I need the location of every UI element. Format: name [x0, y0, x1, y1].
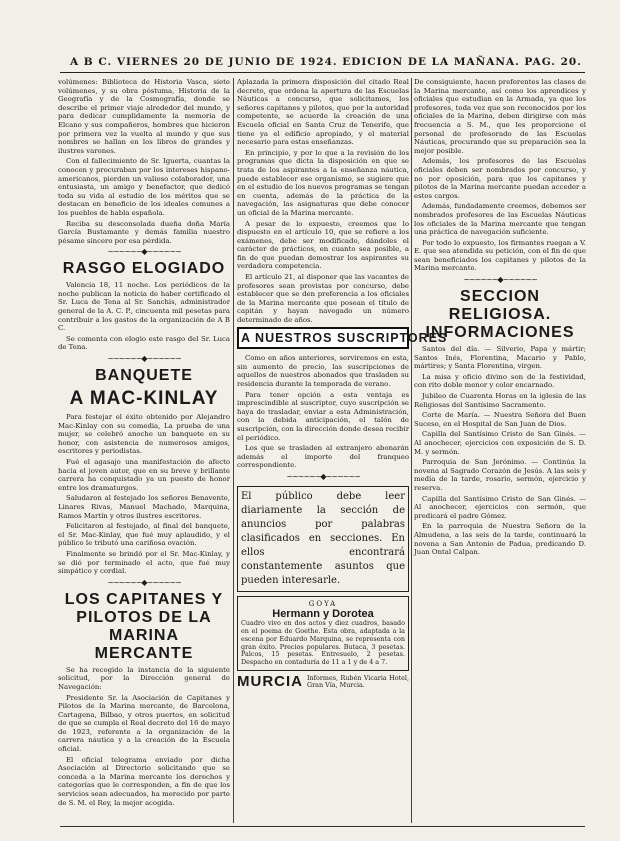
body-paragraph: Se ha recogido la instancia de la siguiente solicitud, por la Dirección general de Navegación: — [58, 665, 230, 691]
body-paragraph: Los que se trasladen al extranjero abonarán además el importe del franqueo correspondiente. — [237, 444, 409, 470]
header-rule — [60, 72, 585, 73]
goya-text: Cuadro vivo en dos actos y diez cuadros, basado en el poema de Goethe. Esta obra, adaptada a la escena por Eduardo Marquina, se representa con gran éxito. Precios populares. Butaca, 3 pesetas. Palcos, 15 pesetas. Entresuelo, 2 pesetas. Despacho en contaduría de 11 a 1 y de 4 a 7. — [241, 619, 405, 667]
page-header: A B C. VIERNES 20 DE JUNIO DE 1924. EDICION DE LA MAÑANA. PAG. 20. — [70, 56, 582, 68]
subscribers-banner: A NUESTROS SUSCRIPTORES — [237, 327, 409, 350]
column-1 — [58, 78, 230, 828]
murcia-word: MURCIA — [237, 673, 303, 691]
body-paragraph: Fué el agasajo una manifestación de afecto hacia el joven autor, que en su breve y brillante carrera ha conquistado ya un puesto de honor entre los dramaturgos. — [58, 458, 230, 492]
ornament-divider: ~~~~~~◆~~~~~~ — [286, 471, 360, 481]
murcia-ad — [237, 675, 409, 690]
body-paragraph: Con el fallecimiento de Sr. Iguerta, cuantas la conocen y procuraban por los intereses hispano-americanos, pierden un valioso colaborador, una entusiasta, un amigo y benefactor, que dedicó toda su vida al estudio de los méritos que se destacan en beneficio de los ideales comunes a los pueblos de habla española. — [58, 157, 230, 217]
body-paragraph: Felicitaron al festejado, al final del banquete, el Sr. Mac-Kinlay, que fué muy aplaudido, y el público le tributó una cariñosa ovación. — [58, 522, 230, 548]
body-paragraph: Además, los profesores de las Escuelas oficiales deben ser nombrados por concurso, y no por oposición, para que los capitanes y pilotos de la Marina mercante puedan acceder a estos cargos. — [414, 157, 586, 200]
body-paragraph: Aplazada la primera disposición del citado Real decreto, que ordena la apertura de las Escuelas Náuticas a concurso, que solicitamos, los señores capitanes y pilotos, que por la autoridad competente, se acuerde la creación de una Escuela oficial en Santa Cruz de Tenerife, que tiene ya el edificio apropiado, y el material necesario para estas enseñanzas. — [237, 78, 409, 147]
bottom-rule — [60, 826, 585, 827]
goya-label: GOYA — [308, 599, 338, 608]
body-paragraph: Para tener opción a esta ventaja es imprescindible al suscriptor, cuyo suscripción se haya de trasladar, enviar a esta Administración, con la debida anticipación, el talón de suscripción, con la dirección donde desea recibir el periódico. — [237, 390, 409, 442]
murcia-text: Informes, Rubén Vicaria Hotel, Gran Vía, Murcia. — [307, 673, 409, 690]
goya-ad — [237, 596, 409, 671]
column-divider — [411, 78, 412, 823]
body-paragraph: Presidente Sr. la Asociación de Capitanes y Pilotos de la Marina mercante, de Barcelona, Cartagena, Bilbao, y otros puertos, en solicitud de que se cumpla el Real decreto del 16 de mayo de 1923, referente a la organización de la carrera náutica y a la creación de la Escuela oficial. — [58, 693, 230, 754]
body-paragraph: Santos del día. — Silverio, Papa y mártir; Santos Inés, Florentina, Macario y Pablo, mártires; y Santa Florentina, virgen. — [414, 345, 586, 371]
body-paragraph: Corte de María. — Nuestra Señora del Buen Suceso, en el Hospital de San Juan de Dios. — [414, 411, 586, 428]
goya-title: Hermann y Dorotea — [272, 607, 374, 620]
ornament-divider: ~~~~~~◆~~~~~~ — [463, 275, 537, 285]
capitanes-heading: LOS CAPITANES Y PILOTOS DE LA MARINA MERCANTE — [64, 590, 224, 662]
ornament-divider: ~~~~~~◆~~~~~~ — [107, 354, 181, 364]
body-paragraph: De consiguiente, hacen preferentes las clases de la Marina mercante, así como los aprendices y oficiales que estudian en la Armada, ya que los profesores, toda vez que son reconocidos por los oficiales de la Marina, deben dirigirse con más frecuencia a S. M., que les proporcione el personal de profesorado de las Escuelas Náuticas, procurando que su preparación sea la mejor posible. — [414, 78, 586, 155]
body-paragraph: volúmenes: Biblioteca de Historia Vasca, siete volúmenes, y su obra póstuma, Historia de la Geografía y de la Cosmografía, donde se describe el primer viaje alrededor del mundo, y para dedicar cumplidamente la memoria de Elcano y sus compañeros, hombres que hicieron por primera vez la vuelta al mundo y que sus nombres se hallan en los libros de grandes y ilustres varones. — [58, 78, 230, 155]
body-paragraph: Además, fundadamente creemos, debemos ser nombrados profesores de las Escuelas Náuticas los oficiales de la Marina mercante que tengan una práctica de navegación suficiente. — [414, 202, 586, 237]
public-notice-box — [237, 486, 409, 592]
body-paragraph: El oficial telegrama enviado por dicha Asociación al Directorio solicitando que se conceda a la Marina mercante los derechos y categorías que le corresponden, a fin de que los servicios sean adecuados, ha merecido por parte de S. M. el Rey, la mejor acogida. — [58, 755, 230, 807]
body-paragraph: Jubileo de Cuarenta Horas en la iglesia de las Religiosas del Santísimo Sacramento. — [414, 392, 586, 409]
body-paragraph: En la parroquia de Nuestra Señora de la Almudena, a las seis de la tarde, continuará la novena a San Antonio de Padua, predicando D. Juan Ontal Calpan. — [414, 522, 586, 557]
body-paragraph: Como en años anteriores, serviremos en esta, sin aumento de precio, las suscripciones de aquellos de nuestros abonados que trasladen su residencia durante la temporada de verano. — [237, 354, 409, 388]
banquete-heading-line1: BANQUETE — [95, 367, 193, 385]
column-3 — [414, 78, 586, 828]
ornament-divider: ~~~~~~◆~~~~~~ — [107, 247, 181, 257]
body-paragraph: Capilla del Santísimo Cristo de San Ginés. — Al anochecer, ejercicios con exposición de S. D. M. y sermón. — [414, 430, 586, 456]
column-2 — [237, 78, 448, 828]
body-paragraph: La misa y oficio divino son de la festividad, con rito doble menor y color encarnado. — [414, 372, 586, 390]
body-paragraph: Por todo lo expuesto, los firmantes ruegan a V. E. que sea atendida su petición, con el fin de que sean beneficiados los capitanes y pilotos de la Marina mercante. — [414, 238, 586, 273]
body-paragraph: Capilla del Santísimo Cristo de San Ginés. — Al anochecer, ejercicios con sermón, que predicará el padre Gómez. — [414, 494, 586, 520]
seccion-religiosa-heading: SECCION RELIGIOSA. INFORMACIONES — [425, 288, 575, 342]
body-paragraph: El artículo 21, al disponer que las vacantes de profesores sean provistas por concurso, debe establecer que se den preferencia a los oficiales de la Marina mercante que posean el título de capitán y hayan navegado un número determinado de años. — [237, 273, 409, 325]
body-paragraph: A pesar de lo expuesto, creemos que lo dispuesto en el artículo 10, que se refiere a los exámenes, debe ser modificado, dándoles el carácter de prácticos, en cuanto sea posible, a fin de que puedan demostrar los aspirantes su verdadera competencia. — [237, 219, 409, 271]
body-paragraph: Saludaron al festejado los señores Benavente, Linares Rivas, Manuel Machado, Marquina, Ramos Martín y otros ilustres escritores. — [58, 494, 230, 520]
public-notice-text: El público debe leer diariamente la sección de anuncios por palabras clasificados en secciones. En ellos encontrará constantemente asuntos que pueden interesarle. — [241, 490, 405, 586]
body-paragraph: Para festejar el éxito obtenido por Alejandro Mac-Kinlay con su comedia, La prueba de una mujer, se celebró anoche un banquete en su honor, con asistencia de numerosos amigos, escritores y periodistas. — [58, 413, 230, 456]
banquete-heading-line2: A MAC-KINLAY — [69, 388, 219, 410]
body-paragraph: Valencia 18, 11 noche. Los periódicos de la noche publican la noticia de haber certificado el Sr. Luca de Tena al Sr. Sanchis, administrador general de la A. C. P., cincuenta mil pesetas para contribuir a los gastos de la organización de A B C. — [58, 281, 230, 333]
body-paragraph: Finalmente se brindó por el Sr. Mac-Kinlay, y se dió por terminado el acto, que fué muy simpático y cordial. — [58, 549, 230, 576]
body-paragraph: Parroquia de San Jerónimo. — Continúa la novena al Sagrado Corazón de Jesús. A las seis y media de la tarde, rosario, sermón, ejercicio y reserva. — [414, 458, 586, 492]
body-paragraph: Reciba su desconsolada dueña doña María García Bustamante y demás familia nuestro pésame sincero por esa pérdida. — [58, 219, 230, 245]
ornament-divider: ~~~~~~◆~~~~~~ — [107, 577, 181, 587]
body-paragraph: En principio, y por lo que a la revisión de los programas que dicta la disposición en que se trata de los aspirantes a la enseñanza náutica, puede establecer ese organismo, se sugiere que en el estudio de los nuevos programas se tengan en cuenta, además de la práctica de la navegación, las asignaturas que debe conocer un oficial de la Marina mercante. — [237, 148, 409, 217]
rasgo-heading: RASGO ELOGIADO — [62, 260, 226, 278]
column-divider — [233, 78, 234, 823]
body-paragraph: Se comenta con elogio este rasgo del Sr. Luca de Tena. — [58, 334, 230, 352]
